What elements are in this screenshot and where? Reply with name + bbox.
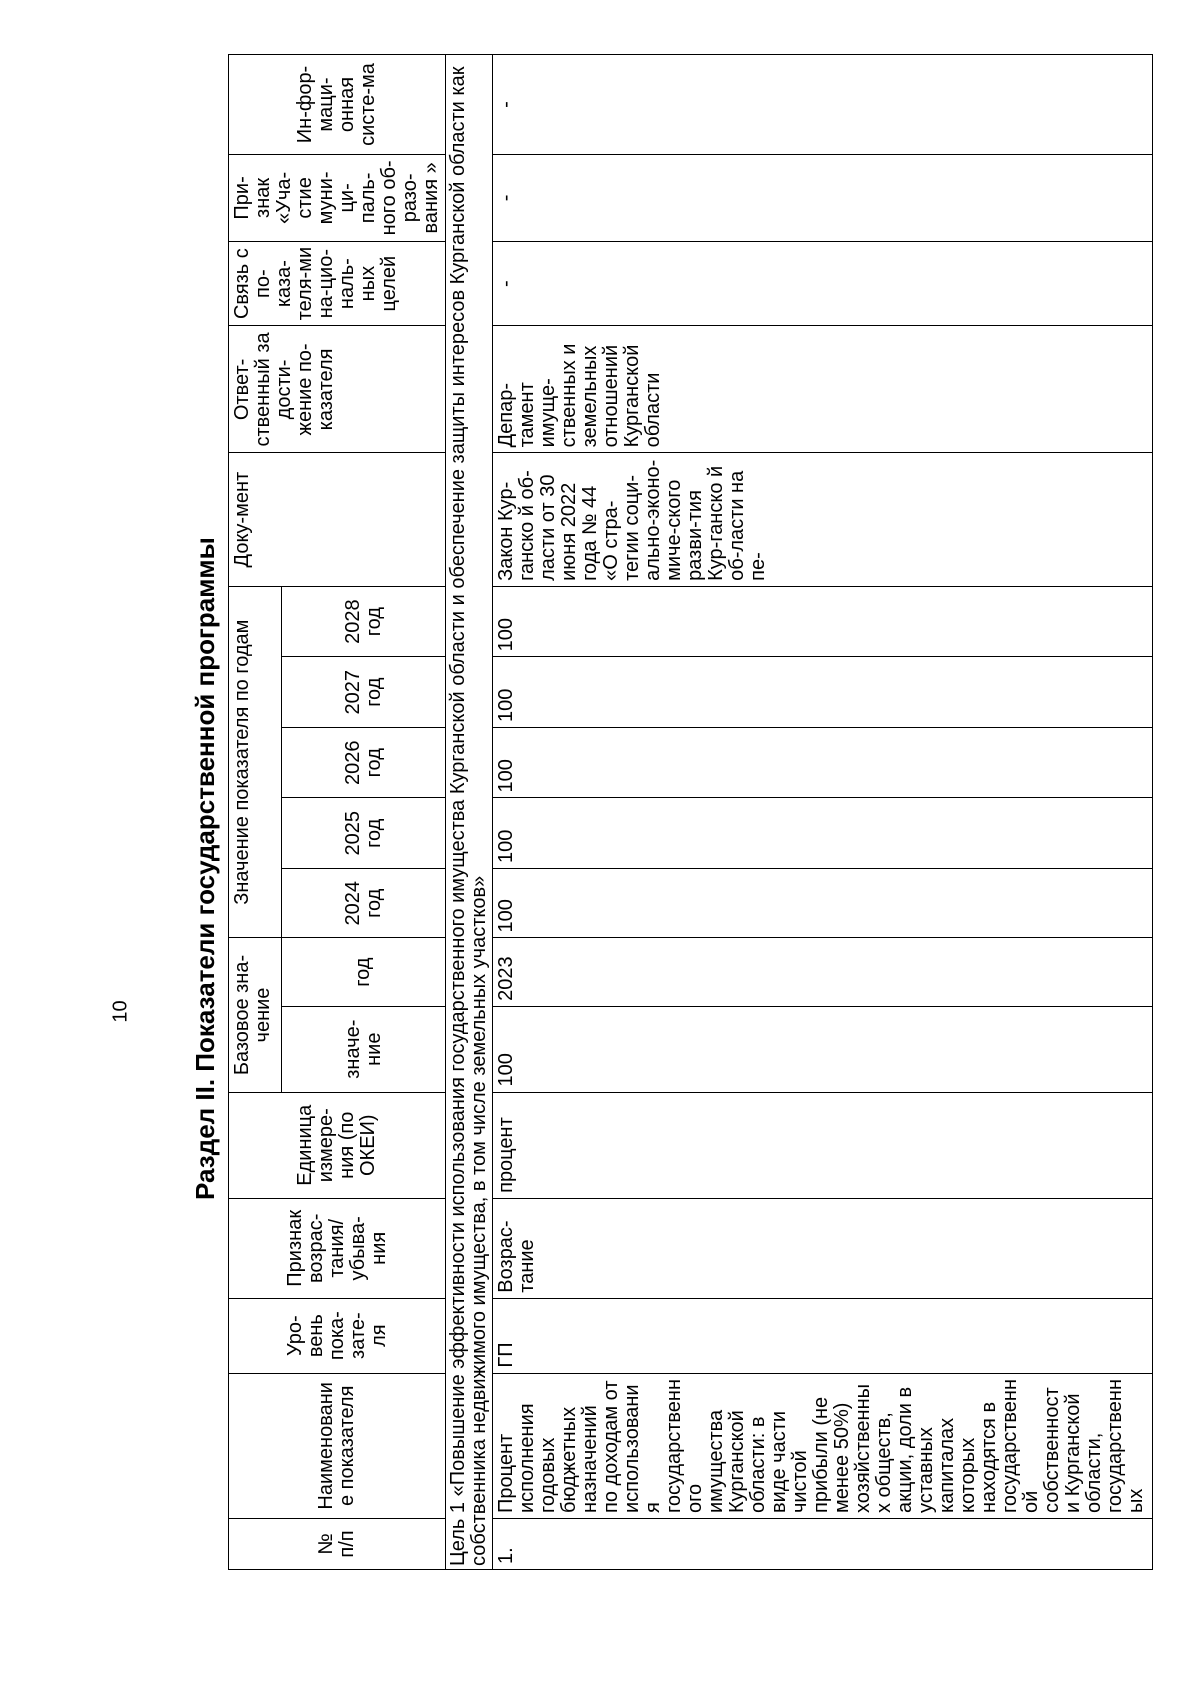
header-base: Базовое зна-чение xyxy=(229,938,282,1092)
header-values-by-year: Значение показателя по годам xyxy=(229,586,282,938)
cell-2028: 100 xyxy=(493,586,1153,657)
header-year-2027: 2027 год xyxy=(282,657,446,728)
header-sign: Признак возрас-тания/ убыва-ния xyxy=(229,1198,446,1298)
header-document: Доку-мент xyxy=(229,453,446,586)
header-year-2024: 2024 год xyxy=(282,869,446,938)
cell-num: 1. xyxy=(493,1519,1153,1570)
header-responsible: Ответ-ственный за дости-жение по-казателя xyxy=(229,326,446,453)
cell-base-year: 2023 xyxy=(493,938,1153,1006)
cell-2026: 100 xyxy=(493,727,1153,798)
cell-level: ГП xyxy=(493,1298,1153,1373)
header-unit: Единица измере-ния (по ОКЕИ) xyxy=(229,1092,446,1198)
cell-link: - xyxy=(493,241,1153,326)
cell-info-system: - xyxy=(493,55,1153,155)
cell-document: Закон Кур-ганско й об-ласти от 30 июня 2022 года № 44 «О стра-тегии соци-ально-эконо-миче-ского разви-тия Кур-ганско й об-ласти на пе- xyxy=(493,453,1153,586)
table-row xyxy=(493,55,1153,1570)
cell-2025: 100 xyxy=(493,798,1153,869)
header-num: № п/п xyxy=(229,1519,446,1570)
cell-2027: 100 xyxy=(493,657,1153,728)
page-number: 10 xyxy=(109,1000,132,1023)
cell-sign: Возрас-тание xyxy=(493,1198,1153,1298)
header-name: Наименование показателя xyxy=(229,1373,446,1518)
header-year-2025: 2025 год xyxy=(282,798,446,869)
cell-responsible: Депар-тамент имуще-ственных и земельных отношений Курганской области xyxy=(493,326,1153,453)
header-year-2026: 2026 год xyxy=(282,727,446,798)
indicators-table-sheet xyxy=(228,54,1148,1570)
header-link: Связь с по-каза-теля-ми на-цио-наль-ных целей xyxy=(229,241,446,326)
indicators-table xyxy=(228,54,1153,1570)
header-base-value: значе-ние xyxy=(282,1006,446,1092)
section-title: Раздел II. Показатели государственной программы xyxy=(190,537,220,1200)
cell-name: Процент исполнения годовых бюджетных назначений по доходам от использования государственного имущества Курганской области: в виде части чистой прибыли (не менее 50%) хозяйственных обществ, акции, доли в уставных капиталах которых находятся в государственной собственности Курганской области, государственных xyxy=(493,1373,1153,1518)
cell-municipal: - xyxy=(493,154,1153,241)
goal-row: Цель 1 «Повышение эффективности использования государственного имущества Курганской области и обеспечение защиты интересов Курганской области как собственника недвижимого имущества, в том числе земельных участков» xyxy=(446,55,493,1570)
header-level: Уро-вень пока-зате-ля xyxy=(229,1298,446,1373)
header-year-2028: 2028 год xyxy=(282,586,446,657)
header-municipal: При-знак «Уча-стие муни-ци-паль-ного об-разо-вания » xyxy=(229,154,446,241)
cell-2024: 100 xyxy=(493,869,1153,938)
header-info-system: Ин-фор-маци-онная систе-ма xyxy=(229,55,446,155)
cell-base-value: 100 xyxy=(493,1006,1153,1092)
cell-unit: процент xyxy=(493,1092,1153,1198)
header-base-year: год xyxy=(282,938,446,1006)
